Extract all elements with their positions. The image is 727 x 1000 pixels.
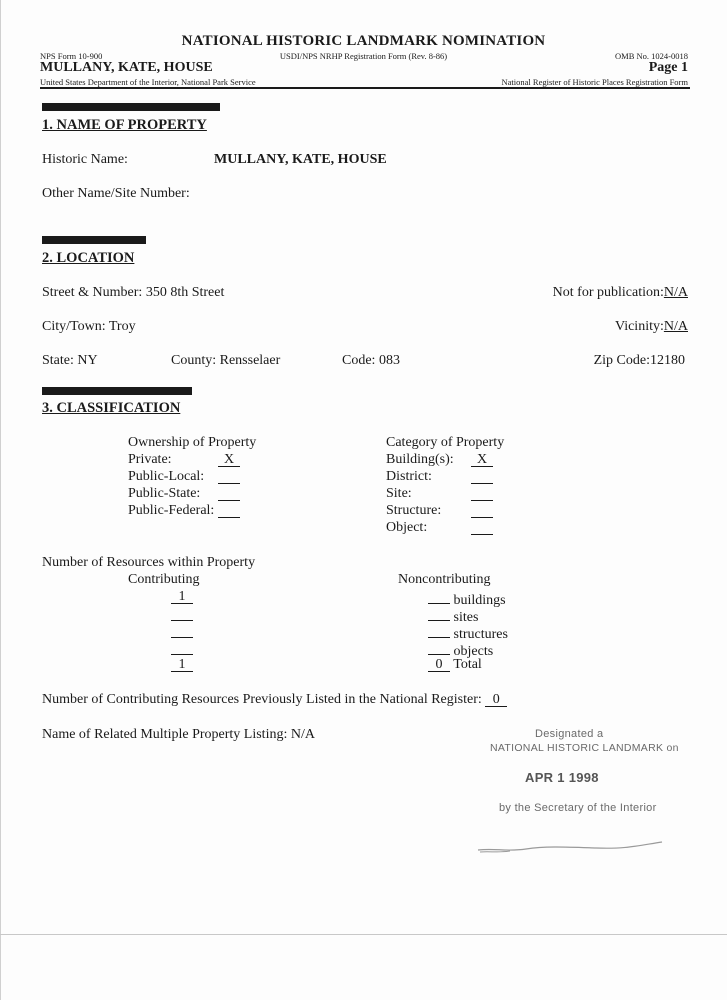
category-building-mark: X bbox=[471, 452, 493, 467]
noncontributing-buildings-label: buildings bbox=[453, 593, 506, 608]
noncontributing-total-row bbox=[428, 657, 482, 673]
form-title: NATIONAL HISTORIC LANDMARK NOMINATION bbox=[181, 33, 546, 49]
category-structure-label: Structure: bbox=[386, 503, 442, 518]
code-value: 083 bbox=[378, 353, 400, 368]
section-1-heading: 1. NAME OF PROPERTY bbox=[42, 117, 207, 133]
stamp-signature-scribble bbox=[476, 836, 666, 856]
category-site-label: Site: bbox=[386, 486, 412, 501]
vicinity bbox=[615, 319, 688, 335]
not-for-publication-value: N/A bbox=[663, 285, 688, 300]
category-object-mark bbox=[471, 520, 493, 535]
city-row bbox=[42, 319, 136, 335]
page-bottom-rule bbox=[0, 934, 727, 935]
resources-title: Number of Resources within Property bbox=[42, 555, 256, 570]
zip-label: Zip Code: bbox=[593, 353, 650, 368]
zip-value: 12180 bbox=[650, 353, 685, 368]
section-bar bbox=[42, 236, 146, 244]
related-listing-row bbox=[42, 727, 315, 743]
header-property-name: MULLANY, KATE, HOUSE bbox=[40, 60, 213, 75]
not-for-publication-label: Not for publication: bbox=[552, 285, 664, 300]
department: United States Department of the Interior, National Park Service bbox=[40, 77, 256, 87]
county-field bbox=[171, 353, 280, 369]
form-number: NPS Form 10-900 bbox=[40, 51, 103, 61]
noncontributing-title: Noncontributing bbox=[398, 572, 491, 587]
header-rule bbox=[40, 87, 690, 89]
state-label: State: bbox=[42, 353, 74, 368]
contributing-buildings: 1 bbox=[171, 589, 193, 604]
noncontributing-objects-label: objects bbox=[453, 644, 494, 659]
code-field bbox=[342, 353, 400, 369]
category-district-label: District: bbox=[386, 469, 432, 484]
historic-name-label: Historic Name: bbox=[42, 152, 128, 167]
noncontributing-buildings-value bbox=[428, 589, 450, 604]
section-bar bbox=[42, 103, 220, 111]
noncontributing-sites-label: sites bbox=[453, 610, 479, 625]
ownership-private-label: Private: bbox=[128, 452, 172, 467]
previously-listed-row bbox=[42, 692, 507, 708]
section-3-heading: 3. CLASSIFICATION bbox=[42, 400, 181, 416]
noncontributing-structures-label: structures bbox=[453, 627, 508, 642]
noncontributing-sites-value bbox=[428, 606, 450, 621]
section-2-heading: 2. LOCATION bbox=[42, 250, 135, 266]
category-building-label: Building(s): bbox=[386, 452, 454, 467]
related-listing-label: Name of Related Multiple Property Listing: bbox=[42, 727, 288, 742]
street-row bbox=[42, 285, 224, 301]
contributing-total: 1 bbox=[171, 657, 193, 672]
ownership-public-federal-mark bbox=[218, 503, 240, 518]
noncontributing-structures-value bbox=[428, 623, 450, 638]
ownership-public-state-mark bbox=[218, 486, 240, 501]
code-label: Code: bbox=[342, 353, 376, 368]
street-value: 350 8th Street bbox=[145, 285, 225, 300]
category-site-mark bbox=[471, 486, 493, 501]
noncontributing-total-label: Total bbox=[453, 657, 482, 672]
other-name-label: Other Name/Site Number: bbox=[42, 186, 190, 201]
ownership-title: Ownership of Property bbox=[128, 435, 257, 450]
vicinity-value: N/A bbox=[663, 319, 688, 334]
section-bar bbox=[42, 387, 192, 395]
category-title: Category of Property bbox=[386, 435, 505, 450]
page-number: Page 1 bbox=[648, 60, 688, 75]
stamp-date: APR 1 1998 bbox=[525, 770, 599, 785]
not-for-publication bbox=[553, 285, 688, 301]
stamp-line-2: NATIONAL HISTORIC LANDMARK on bbox=[490, 742, 679, 754]
state-value: NY bbox=[77, 353, 98, 368]
ownership-public-federal-label: Public-Federal: bbox=[128, 503, 215, 518]
ownership-public-local-label: Public-Local: bbox=[128, 469, 205, 484]
ownership-private-mark: X bbox=[218, 452, 240, 467]
related-listing-value: N/A bbox=[290, 727, 315, 742]
registration-form-rev: USDI/NPS NRHP Registration Form (Rev. 8-86) bbox=[279, 51, 448, 61]
contributing-title: Contributing bbox=[128, 572, 200, 587]
register-form-name: National Register of Historic Places Registration Form bbox=[501, 77, 688, 87]
previously-listed-label: Number of Contributing Resources Previously Listed in the National Register: bbox=[42, 692, 482, 707]
county-label: County: bbox=[171, 353, 217, 368]
historic-name-value: MULLANY, KATE, HOUSE bbox=[214, 152, 387, 167]
stamp-line-1: Designated a bbox=[535, 728, 604, 740]
omb-number: OMB No. 1024-0018 bbox=[615, 51, 688, 61]
ownership-public-local-mark bbox=[218, 469, 240, 484]
stamp-line-3: by the Secretary of the Interior bbox=[499, 802, 657, 814]
street-label: Street & Number: bbox=[42, 285, 143, 300]
noncontributing-objects-value bbox=[428, 640, 450, 655]
noncontributing-total-value: 0 bbox=[428, 657, 450, 672]
page-edge bbox=[0, 0, 1, 1000]
city-value: Troy bbox=[108, 319, 136, 334]
contributing-structures bbox=[171, 623, 193, 638]
state-field bbox=[42, 353, 98, 369]
contributing-sites bbox=[171, 606, 193, 621]
county-value: Rensselaer bbox=[219, 353, 281, 368]
category-structure-mark bbox=[471, 503, 493, 518]
category-district-mark bbox=[471, 469, 493, 484]
zip-field bbox=[594, 353, 685, 369]
vicinity-label: Vicinity: bbox=[614, 319, 664, 334]
city-label: City/Town: bbox=[42, 319, 106, 334]
category-object-label: Object: bbox=[386, 520, 428, 535]
contributing-objects bbox=[171, 640, 193, 655]
ownership-public-state-label: Public-State: bbox=[128, 486, 201, 501]
previously-listed-value: 0 bbox=[485, 692, 507, 707]
